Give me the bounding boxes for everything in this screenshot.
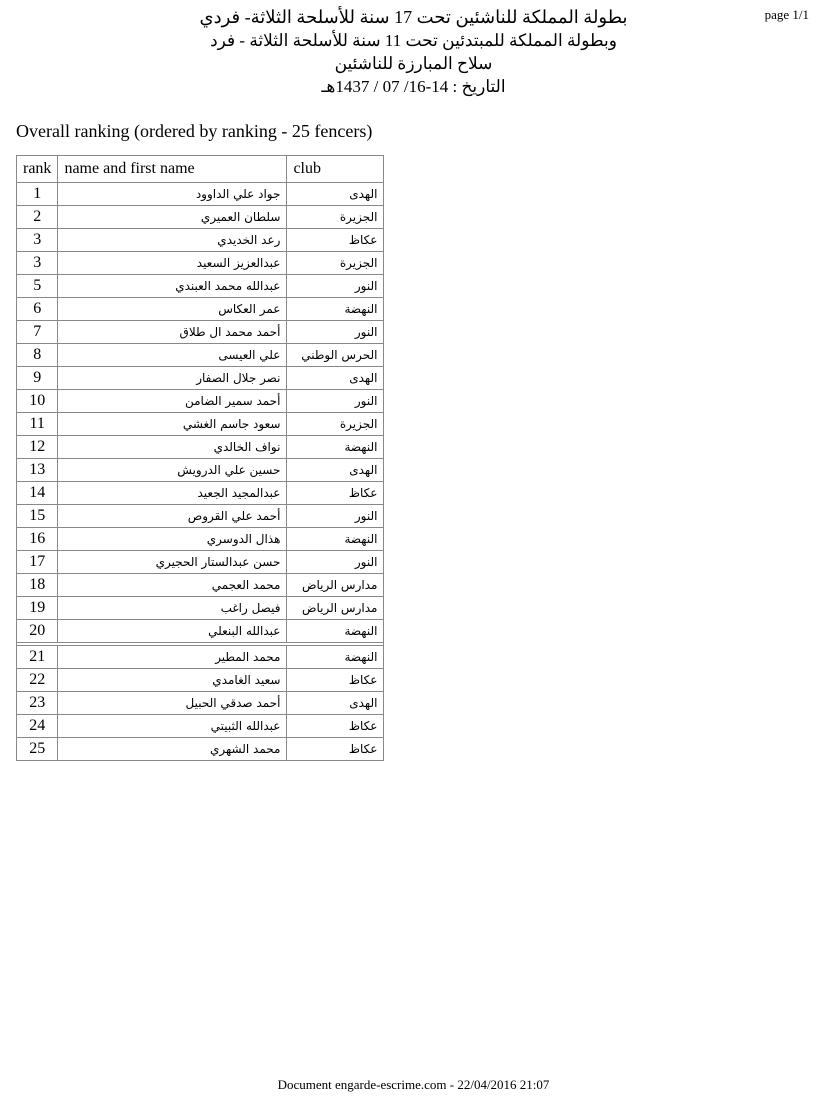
name-cell: عمر العكاس <box>58 298 287 321</box>
title-line-1: بطولة المملكة للناشئين تحت 17 سنة للأسلحة الثلاثة- فردي <box>199 7 628 27</box>
rank-cell: 18 <box>17 574 58 597</box>
club-cell: الهدى <box>287 367 384 390</box>
rank-cell: 23 <box>17 692 58 715</box>
name-cell: رعد الخديدي <box>58 229 287 252</box>
table-row <box>17 620 384 643</box>
name-cell: محمد العجمي <box>58 574 287 597</box>
rank-cell: 21 <box>17 646 58 669</box>
name-cell: فيصل راغب <box>58 597 287 620</box>
table-header-row <box>17 156 384 183</box>
rank-cell: 24 <box>17 715 58 738</box>
club-cell: النور <box>287 390 384 413</box>
name-cell: أحمد سمير الضامن <box>58 390 287 413</box>
club-cell: النهضة <box>287 298 384 321</box>
header-club: club <box>287 156 384 183</box>
name-cell: حسن عبدالستار الحجيري <box>58 551 287 574</box>
document-footer: Document engarde-escrime.com - 22/04/2016 21:07 <box>277 1077 550 1092</box>
table-row <box>17 413 384 436</box>
club-cell: عكاظ <box>287 715 384 738</box>
table-row <box>17 206 384 229</box>
name-cell: جواد علي الداوود <box>58 183 287 206</box>
name-cell: نواف الخالدي <box>58 436 287 459</box>
table-row <box>17 321 384 344</box>
club-cell: الهدى <box>287 459 384 482</box>
table-row <box>17 692 384 715</box>
club-cell: النور <box>287 551 384 574</box>
table-row <box>17 738 384 761</box>
club-cell: النور <box>287 321 384 344</box>
table-row <box>17 298 384 321</box>
table-row <box>17 344 384 367</box>
name-cell: أحمد صدقي الحبيل <box>58 692 287 715</box>
table-row <box>17 528 384 551</box>
rank-cell: 10 <box>17 390 58 413</box>
title-line-2: وبطولة المملكة للمبتدئين تحت 11 سنة للأسلحة الثلاثة - فرد <box>210 31 617 50</box>
document-header <box>0 6 827 98</box>
table-row <box>17 715 384 738</box>
rank-cell: 2 <box>17 206 58 229</box>
club-cell: الجزيرة <box>287 413 384 436</box>
table-row <box>17 551 384 574</box>
club-cell: الحرس الوطني <box>287 344 384 367</box>
name-cell: عبدالله محمد العبندي <box>58 275 287 298</box>
ranking-table <box>16 155 384 761</box>
table-row <box>17 252 384 275</box>
name-cell: علي العيسى <box>58 344 287 367</box>
club-cell: مدارس الرياض <box>287 574 384 597</box>
name-cell: هذال الدوسري <box>58 528 287 551</box>
table-row <box>17 505 384 528</box>
rank-cell: 9 <box>17 367 58 390</box>
table-row <box>17 229 384 252</box>
rank-cell: 11 <box>17 413 58 436</box>
rank-cell: 5 <box>17 275 58 298</box>
ranking-rows-top <box>17 183 384 643</box>
name-cell: عبدالله الثبيتي <box>58 715 287 738</box>
table-row <box>17 436 384 459</box>
club-cell: عكاظ <box>287 482 384 505</box>
rank-cell: 17 <box>17 551 58 574</box>
header-name: name and first name <box>58 156 287 183</box>
club-cell: النهضة <box>287 620 384 643</box>
name-cell: سلطان العميري <box>58 206 287 229</box>
table-row <box>17 275 384 298</box>
club-cell: النور <box>287 275 384 298</box>
rank-cell: 25 <box>17 738 58 761</box>
club-cell: النهضة <box>287 528 384 551</box>
ranking-subtitle: Overall ranking (ordered by ranking - 25 fencers) <box>16 121 373 141</box>
name-cell: عبدالعزيز السعيد <box>58 252 287 275</box>
table-row <box>17 669 384 692</box>
name-cell: أحمد علي القروص <box>58 505 287 528</box>
name-cell: أحمد محمد ال طلاق <box>58 321 287 344</box>
club-cell: مدارس الرياض <box>287 597 384 620</box>
club-cell: عكاظ <box>287 669 384 692</box>
rank-cell: 14 <box>17 482 58 505</box>
table-row <box>17 390 384 413</box>
club-cell: النور <box>287 505 384 528</box>
table-row <box>17 459 384 482</box>
rank-cell: 3 <box>17 252 58 275</box>
rank-cell: 3 <box>17 229 58 252</box>
name-cell: حسين علي الدرويش <box>58 459 287 482</box>
club-cell: النهضة <box>287 646 384 669</box>
rank-cell: 1 <box>17 183 58 206</box>
rank-cell: 8 <box>17 344 58 367</box>
club-cell: الهدى <box>287 692 384 715</box>
rank-cell: 12 <box>17 436 58 459</box>
title-line-3: سلاح المبارزة للناشئين <box>334 54 493 73</box>
rank-cell: 20 <box>17 620 58 643</box>
table-row <box>17 646 384 669</box>
rank-cell: 16 <box>17 528 58 551</box>
name-cell: عبدالمجيد الجعيد <box>58 482 287 505</box>
table-row <box>17 183 384 206</box>
club-cell: عكاظ <box>287 738 384 761</box>
club-cell: الجزيرة <box>287 252 384 275</box>
rank-cell: 6 <box>17 298 58 321</box>
name-cell: عبدالله البنعلي <box>58 620 287 643</box>
table-row <box>17 597 384 620</box>
club-cell: الجزيرة <box>287 206 384 229</box>
table-row <box>17 367 384 390</box>
club-cell: عكاظ <box>287 229 384 252</box>
rank-cell: 7 <box>17 321 58 344</box>
page-number: page 1/1 <box>764 7 809 22</box>
ranking-rows-bottom <box>17 646 384 761</box>
rank-cell: 13 <box>17 459 58 482</box>
name-cell: نصر جلال الصفار <box>58 367 287 390</box>
rank-cell: 19 <box>17 597 58 620</box>
date-line: التاريخ : 14-16/ 07 / 1437هـ <box>321 77 506 96</box>
name-cell: محمد المطير <box>58 646 287 669</box>
name-cell: محمد الشهري <box>58 738 287 761</box>
rank-cell: 15 <box>17 505 58 528</box>
table-row <box>17 574 384 597</box>
table-row <box>17 482 384 505</box>
rank-cell: 22 <box>17 669 58 692</box>
club-cell: الهدى <box>287 183 384 206</box>
name-cell: سعود جاسم الغشي <box>58 413 287 436</box>
name-cell: سعيد الغامدي <box>58 669 287 692</box>
club-cell: النهضة <box>287 436 384 459</box>
header-rank: rank <box>17 156 58 183</box>
